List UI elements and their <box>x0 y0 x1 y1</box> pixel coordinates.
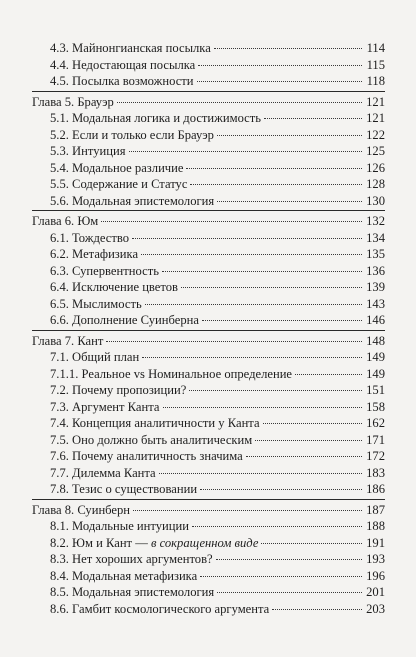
toc-entry-title-text: 7.7. Дилемма Канта <box>50 465 156 480</box>
toc-page-number: 134 <box>366 230 385 245</box>
toc-entry-title <box>50 160 183 177</box>
toc-page-number: 172 <box>366 449 385 463</box>
toc-entry-title-text: 5.6. Модальная эпистемология <box>50 193 215 208</box>
toc-section-entry <box>32 176 385 193</box>
toc-dot-leader <box>142 357 362 358</box>
toc-entry-title-text: 6.2. Метафизика <box>50 247 139 261</box>
toc-chapter-entry <box>32 502 385 519</box>
toc-chapter-entry <box>32 94 385 111</box>
toc-entry-title-text: 6.5. Мыслимость <box>50 296 142 311</box>
toc-entry-title <box>50 40 211 57</box>
toc-dot-leader <box>141 254 362 255</box>
toc-entry-title <box>50 584 214 601</box>
toc-section-entry <box>32 296 385 313</box>
toc-entry-title <box>50 382 186 399</box>
toc-entry-title-text: 8.1. Модальные интуиции <box>50 519 190 533</box>
toc-dot-leader <box>101 221 362 222</box>
toc-page-number: 114 <box>366 41 385 55</box>
toc-entry-title <box>50 481 197 498</box>
toc-dot-leader <box>217 135 362 136</box>
toc-entry-title <box>50 230 129 247</box>
toc-entry-title-text: 4.5. Посылка возможности <box>50 74 194 88</box>
toc-dot-leader <box>264 118 362 119</box>
toc-dot-leader <box>214 48 362 49</box>
toc-section-entry <box>32 366 385 383</box>
toc-entry-title-text: 7.1.1. Реальное vs Номинальное определение <box>50 366 293 381</box>
toc-section-entry <box>32 465 385 482</box>
toc-dot-leader <box>162 271 362 272</box>
toc-entry-title <box>50 601 269 618</box>
toc-entry-title-text: 5.4. Модальное различие <box>50 160 184 175</box>
toc-entry-title <box>50 73 194 90</box>
toc-dot-leader <box>200 576 362 577</box>
toc-entry-title-text: 4.3. Майнонгианская посылка <box>50 41 211 55</box>
toc-dot-leader <box>295 374 362 375</box>
toc-section-entry <box>32 110 385 127</box>
toc-page-number: 121 <box>366 111 385 125</box>
toc-dot-leader <box>200 489 362 490</box>
toc-page-number: 193 <box>366 552 385 566</box>
toc-entry-title <box>32 94 114 111</box>
toc-page-number: 188 <box>366 519 385 533</box>
toc-entry-title-text: 6.6. Дополнение Суинберна <box>50 313 199 327</box>
toc-page-number: 187 <box>366 502 385 517</box>
toc-entry-title <box>50 432 252 449</box>
toc-entry-title-text: 8.6. Гамбит космологического аргумента <box>50 601 270 616</box>
toc-entry-title-text: 5.3. Интуиция <box>50 144 126 158</box>
toc-dot-leader <box>133 510 362 511</box>
toc-section-entry <box>32 312 385 329</box>
toc-page-number: 203 <box>366 601 385 616</box>
toc-entry-title-text: 7.5. Оно должно быть аналитическим <box>50 432 253 447</box>
toc-entry-title-text: 7.2. Почему пропозиции? <box>50 383 187 397</box>
toc-entry-title-text: 7.1. Общий план <box>50 350 140 364</box>
toc-entry-title <box>50 399 160 416</box>
toc-section-entry <box>32 127 385 144</box>
toc-dot-leader <box>189 390 362 391</box>
toc-dot-leader <box>202 320 362 321</box>
toc-dot-leader <box>217 592 362 593</box>
toc-entry-title <box>50 518 189 535</box>
toc-section-entry <box>32 73 385 90</box>
toc-section-entry <box>32 193 385 210</box>
toc-dot-leader <box>190 184 362 185</box>
toc-entry-title-text: 7.8. Тезис о существовании <box>50 482 198 496</box>
toc-entry-title <box>32 213 98 230</box>
toc-section-entry <box>32 399 385 416</box>
toc-dot-leader <box>132 238 362 239</box>
toc-section-entry <box>32 584 385 601</box>
toc-entry-title <box>50 465 156 482</box>
toc-section-entry <box>32 143 385 160</box>
toc-entry-title-text: Глава 8. Суинберн <box>32 502 131 517</box>
toc-page-number: 151 <box>366 383 385 397</box>
toc-chapter-entry <box>32 333 385 350</box>
table-of-contents <box>32 40 385 617</box>
toc-entry-title <box>50 127 214 144</box>
toc-dot-leader <box>216 559 362 560</box>
toc-entry-title <box>50 448 243 465</box>
toc-section-entry <box>32 448 385 465</box>
toc-section-entry <box>32 279 385 296</box>
toc-entry-title <box>50 110 261 127</box>
toc-dot-leader <box>163 407 363 408</box>
toc-entry-title-text: 8.2. Юм и Кант — <box>50 535 151 550</box>
toc-page-number: 132 <box>366 214 385 228</box>
toc-section-entry <box>32 57 385 74</box>
toc-page-number: 158 <box>366 399 385 414</box>
toc-section-entry <box>32 246 385 263</box>
toc-entry-title <box>32 333 103 350</box>
toc-page-number: 125 <box>366 144 385 158</box>
toc-entry-title <box>50 176 187 193</box>
toc-page-number: 139 <box>366 280 385 294</box>
toc-entry-title-text: 6.4. Исключение цветов <box>50 280 178 294</box>
toc-entry-title <box>32 502 130 519</box>
toc-page-number: 121 <box>366 94 385 109</box>
toc-dot-leader <box>181 287 362 288</box>
toc-page-number: 186 <box>366 482 385 496</box>
toc-entry-title <box>50 193 214 210</box>
toc-entry-title-text: 5.1. Модальная логика и достижимость <box>50 111 262 125</box>
toc-chapter-entry <box>32 213 385 230</box>
toc-section-entry <box>32 518 385 535</box>
toc-entry-title-italic: в сокращенном виде <box>150 535 259 550</box>
toc-section-entry <box>32 263 385 280</box>
toc-dot-leader <box>159 473 362 474</box>
toc-page-number: 115 <box>366 57 385 72</box>
toc-entry-title-text: 7.3. Аргумент Канта <box>50 399 160 414</box>
toc-entry-title <box>50 296 142 313</box>
toc-entry-title-text: 8.5. Модальная эпистемология <box>50 585 215 599</box>
toc-page-number: 143 <box>366 296 385 311</box>
toc-dot-leader <box>197 81 362 82</box>
toc-dot-leader <box>192 526 362 527</box>
toc-page-number: 146 <box>366 313 385 327</box>
toc-entry-title <box>50 279 178 296</box>
toc-entry-title-text: 5.2. Если и только если Брауэр <box>50 127 214 142</box>
toc-dot-leader <box>129 151 362 152</box>
toc-entry-title-text: 6.1. Тождество <box>50 230 130 245</box>
toc-section-entry <box>32 432 385 449</box>
toc-section-entry <box>32 230 385 247</box>
toc-dot-leader <box>186 168 362 169</box>
toc-dot-leader <box>106 341 362 342</box>
toc-page-number: 122 <box>366 127 385 142</box>
toc-entry-title <box>50 143 126 160</box>
toc-dot-leader <box>261 543 362 544</box>
toc-entry-title-text: Глава 6. Юм <box>32 214 99 228</box>
toc-entry-title <box>50 57 195 74</box>
toc-page-number: 118 <box>366 74 385 88</box>
toc-page-number: 149 <box>366 366 385 381</box>
toc-dot-leader <box>145 304 362 305</box>
toc-page-number: 126 <box>366 160 385 175</box>
toc-dot-leader <box>117 102 362 103</box>
toc-entry-title-text: 6.3. Супервентность <box>50 263 159 278</box>
toc-entry-title <box>50 312 199 329</box>
toc-page-number: 191 <box>366 535 385 550</box>
toc-entry-title <box>50 551 213 568</box>
toc-page-number: 196 <box>366 568 385 583</box>
toc-entry-title <box>50 349 139 366</box>
toc-dot-leader <box>198 65 362 66</box>
toc-section-entry <box>32 601 385 618</box>
toc-page-number: 183 <box>366 465 385 480</box>
toc-entry-title-text: Глава 7. Кант <box>32 333 104 348</box>
toc-page-number: 149 <box>366 350 385 364</box>
toc-section-entry <box>32 481 385 498</box>
toc-entry-title <box>50 568 197 585</box>
toc-dot-leader <box>246 456 362 457</box>
toc-dot-leader <box>217 201 362 202</box>
toc-page-number: 201 <box>366 585 385 599</box>
toc-page-number: 148 <box>366 333 385 348</box>
toc-entry-title <box>50 415 260 432</box>
toc-page-number: 130 <box>366 193 385 208</box>
toc-page-number: 128 <box>366 177 385 191</box>
toc-section-entry <box>32 535 385 552</box>
toc-entry-title-text: 4.4. Недостающая посылка <box>50 57 196 72</box>
toc-dot-leader <box>255 440 362 441</box>
toc-entry-title <box>50 535 258 552</box>
toc-entry-title-text: Глава 5. Брауэр <box>32 94 114 109</box>
toc-entry-title <box>50 246 138 263</box>
toc-page-number: 171 <box>366 432 385 447</box>
toc-section-entry <box>32 349 385 366</box>
toc-page-number: 136 <box>366 263 385 278</box>
toc-entry-title-text: 7.6. Почему аналитичность значима <box>50 449 243 463</box>
toc-entry-title <box>50 366 292 383</box>
toc-section-entry <box>32 568 385 585</box>
toc-entry-title <box>50 263 159 280</box>
toc-section-entry <box>32 415 385 432</box>
toc-entry-title-text: 8.4. Модальная метафизика <box>50 568 198 583</box>
toc-section-entry <box>32 551 385 568</box>
toc-entry-title-text: 8.3. Нет хороших аргументов? <box>50 552 213 566</box>
toc-dot-leader <box>263 423 362 424</box>
toc-page-number: 162 <box>366 416 385 430</box>
toc-entry-title-text: 7.4. Концепция аналитичности у Канта <box>50 416 260 430</box>
toc-section-entry <box>32 160 385 177</box>
toc-section-entry <box>32 40 385 57</box>
toc-section-entry <box>32 382 385 399</box>
toc-page-number: 135 <box>366 247 385 261</box>
toc-entry-title-text: 5.5. Содержание и Статус <box>50 177 188 191</box>
toc-dot-leader <box>272 609 362 610</box>
